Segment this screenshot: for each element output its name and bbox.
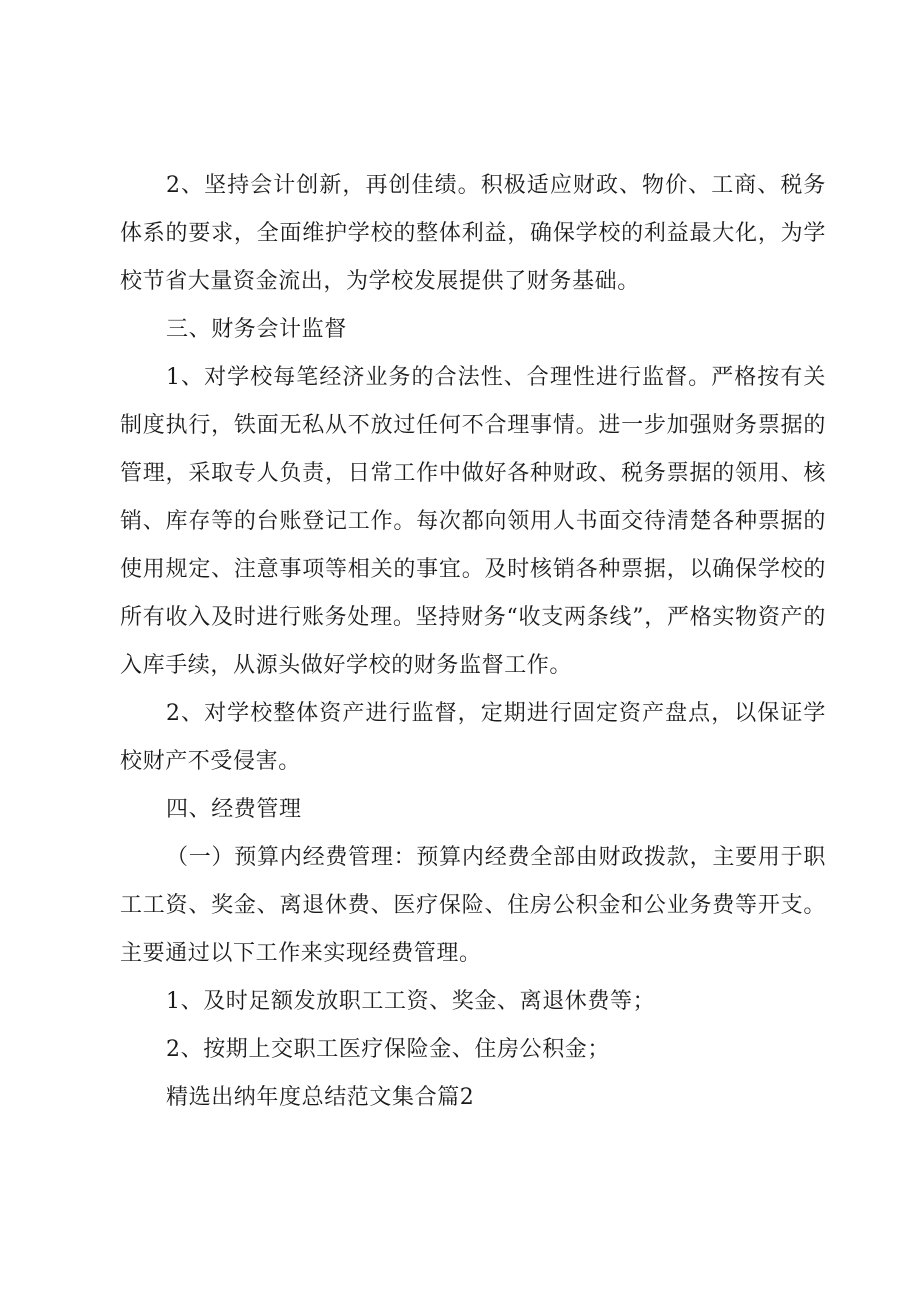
paragraph-supervision-2: 2、对学校整体资产进行监督，定期进行固定资产盘点，以保证学校财产不受侵害。 xyxy=(120,701,826,774)
paragraph-supervision-1: 1、对学校每笔经济业务的合法性、合理性进行监督。严格按有关制度执行，铁面无私从不放过任何不合理事情。进一步加强财务票据的管理，采取专人负责，日常工作中做好各种财政、税务票据的领用、核销、库存等的台账登记工作。每次都向领用人书面交待清楚各种票据的使用规定、注意事项等相关的事宜。及时核销各种票据，以确保学校的所有收入及时进行账务处理。坚持财务“收支两条线”，严格实物资产的入库手续，从源头做好学校的财务监督工作。 xyxy=(120,365,826,678)
section-heading-funding: 四、经费管理 xyxy=(166,797,302,822)
paragraph-accounting-innovation: 2、坚持会计创新，再创佳绩。积极适应财政、物价、工商、税务体系的要求，全面维护学校的整体利益，确保学校的利益最大化，为学校节省大量资金流出，为学校发展提供了财务基础。 xyxy=(120,173,826,294)
section-heading-supervision: 三、财务会计监督 xyxy=(166,317,347,342)
paragraph-budget-funding: （一）预算内经费管理：预算内经费全部由财政拨款，主要用于职工工资、奖金、离退休费、医疗保险、住房公积金和公业务费等开支。主要通过以下工作来实现经费管理。 xyxy=(120,845,826,966)
list-item-insurance: 2、按期上交职工医疗保险金、住房公积金； xyxy=(166,1037,610,1062)
next-article-title: 精选出纳年度总结范文集合篇2 xyxy=(166,1085,475,1110)
document-body xyxy=(120,162,826,1122)
list-item-salary: 1、及时足额发放职工工资、奖金、离退休费等； xyxy=(166,989,656,1014)
